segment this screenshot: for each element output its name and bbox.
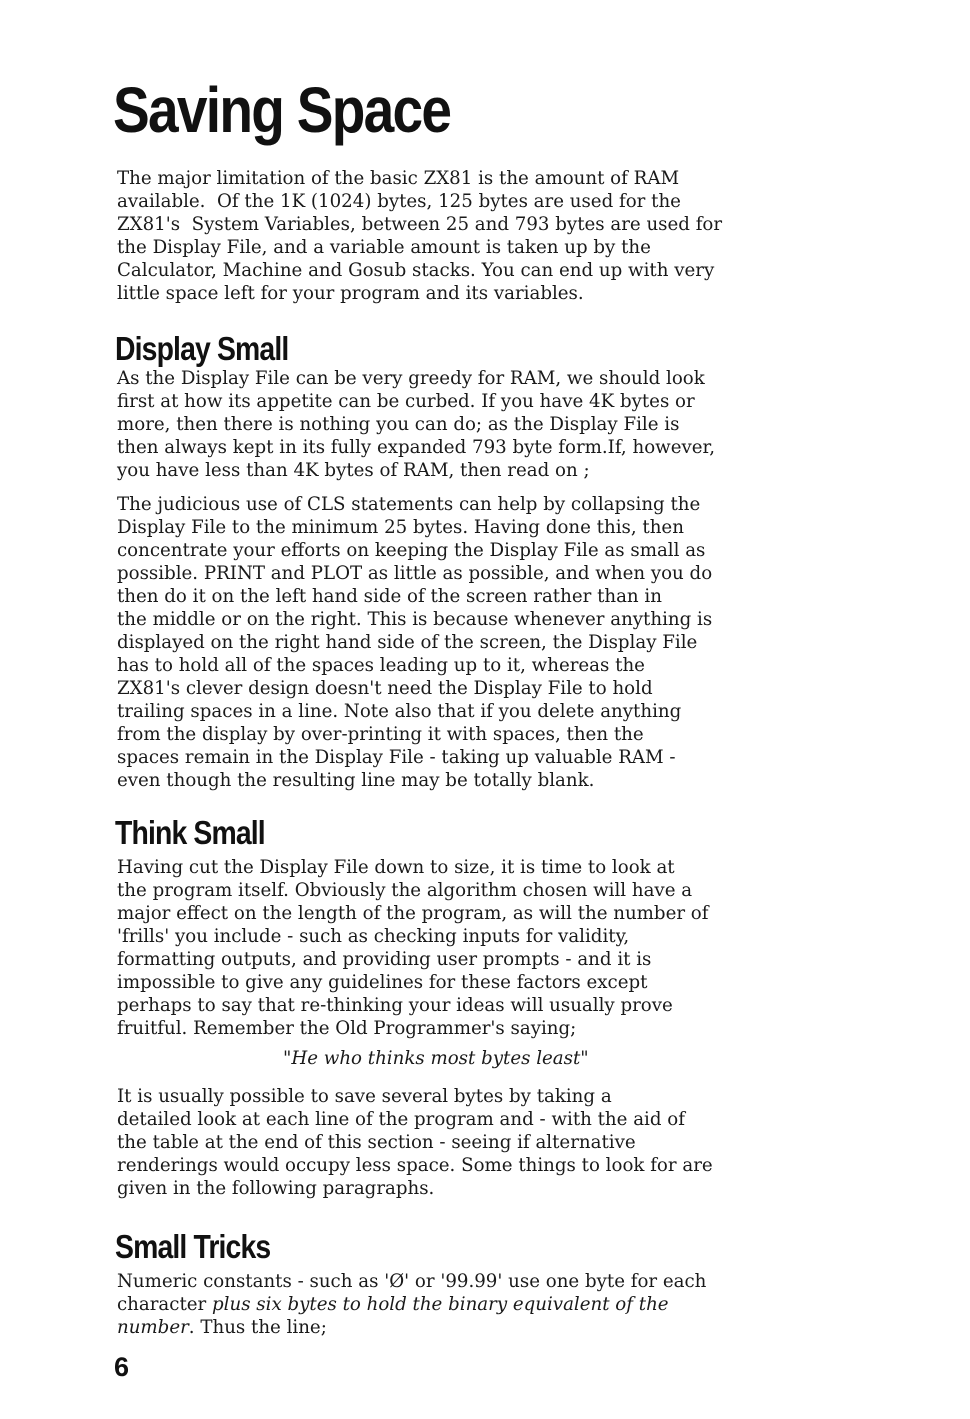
text-span: . Thus the line; (188, 1317, 327, 1338)
text-line: Calculator, Machine and Gosub stacks. You can end up with very (117, 260, 715, 281)
text-line: has to hold all of the spaces leading up to it, whereas the (117, 655, 645, 676)
text-line: first at how its appetite can be curbed. If you have 4K bytes or (117, 391, 695, 412)
intro-paragraph (117, 167, 877, 305)
think-small-paragraph-2 (117, 1085, 877, 1200)
text-line: possible. PRINT and PLOT as little as possible, and when you do (117, 563, 713, 584)
text-line: Numeric constants - such as 'Ø' or '99.99' use one byte for each (117, 1271, 707, 1292)
text-line (117, 1316, 877, 1339)
section-heading-think-small: Think Small (115, 814, 265, 851)
text-line: little space left for your program and its variables. (117, 283, 584, 304)
quotation: "He who thinks most bytes least" (283, 1048, 589, 1069)
section-heading-small-tricks: Small Tricks (115, 1228, 271, 1265)
text-line: formatting outputs, and providing user prompts - and it is (117, 949, 652, 970)
italic-text: number (117, 1317, 189, 1338)
think-small-paragraph-1 (117, 856, 877, 1040)
text-line: Display File to the minimum 25 bytes. Having done this, then (117, 517, 684, 538)
text-line: trailing spaces in a line. Note also that if you delete anything (117, 701, 682, 722)
text-line: you have less than 4K bytes of RAM, then read on ; (117, 460, 590, 481)
text-line: major effect on the length of the program, as will the number of (117, 903, 709, 924)
text-line: detailed look at each line of the program and - with the aid of (117, 1109, 685, 1130)
text-line: renderings would occupy less space. Some things to look for are (117, 1155, 713, 1176)
display-small-paragraph-1 (117, 367, 877, 482)
text-line: 'frills' you include - such as checking inputs for validity, (117, 926, 630, 947)
text-line: impossible to give any guidelines for these factors except (117, 972, 648, 993)
text-line: more, then there is nothing you can do; as the Display File is (117, 414, 680, 435)
text-line: then always kept in its fully expanded 793 byte form.If, however, (117, 437, 716, 458)
small-tricks-paragraph (117, 1270, 877, 1339)
text-line: ZX81's clever design doesn't need the Display File to hold (117, 678, 653, 699)
text-line: As the Display File can be very greedy for RAM, we should look (117, 368, 705, 389)
text-line: spaces remain in the Display File - taking up valuable RAM - (117, 747, 676, 768)
text-span: character (117, 1294, 213, 1315)
section-heading-display-small: Display Small (115, 330, 289, 367)
text-line: the table at the end of this section - seeing if alternative (117, 1132, 636, 1153)
text-line: The judicious use of CLS statements can help by collapsing the (117, 494, 701, 515)
text-line: Having cut the Display File down to size, it is time to look at (117, 857, 675, 878)
page-title: Saving Space (113, 74, 451, 146)
display-small-paragraph-2 (117, 493, 877, 792)
text-line: even though the resulting line may be totally blank. (117, 770, 595, 791)
text-line: concentrate your efforts on keeping the Display File as small as (117, 540, 706, 561)
text-line (117, 1293, 877, 1316)
text-line: It is usually possible to save several bytes by taking a (117, 1086, 612, 1107)
text-line: displayed on the right hand side of the screen, the Display File (117, 632, 698, 653)
text-line: the middle or on the right. This is because whenever anything is (117, 609, 713, 630)
text-line: ZX81's System Variables, between 25 and 793 bytes are used for (117, 214, 723, 235)
text-line: the Display File, and a variable amount is taken up by the (117, 237, 651, 258)
text-line: given in the following paragraphs. (117, 1178, 435, 1199)
page-number: 6 (114, 1352, 130, 1382)
text-line: fruitful. Remember the Old Programmer's saying; (117, 1018, 577, 1039)
text-line: then do it on the left hand side of the screen rather than in (117, 586, 662, 607)
text-line: from the display by over-printing it with spaces, then the (117, 724, 644, 745)
text-line: The major limitation of the basic ZX81 is the amount of RAM (117, 168, 680, 189)
text-line: available. Of the 1K (1024) bytes, 125 bytes are used for the (117, 191, 681, 212)
text-line: the program itself. Obviously the algorithm chosen will have a (117, 880, 693, 901)
italic-text: plus six bytes to hold the binary equivalent of the (212, 1294, 669, 1315)
text-line: perhaps to say that re-thinking your ideas will usually prove (117, 995, 673, 1016)
